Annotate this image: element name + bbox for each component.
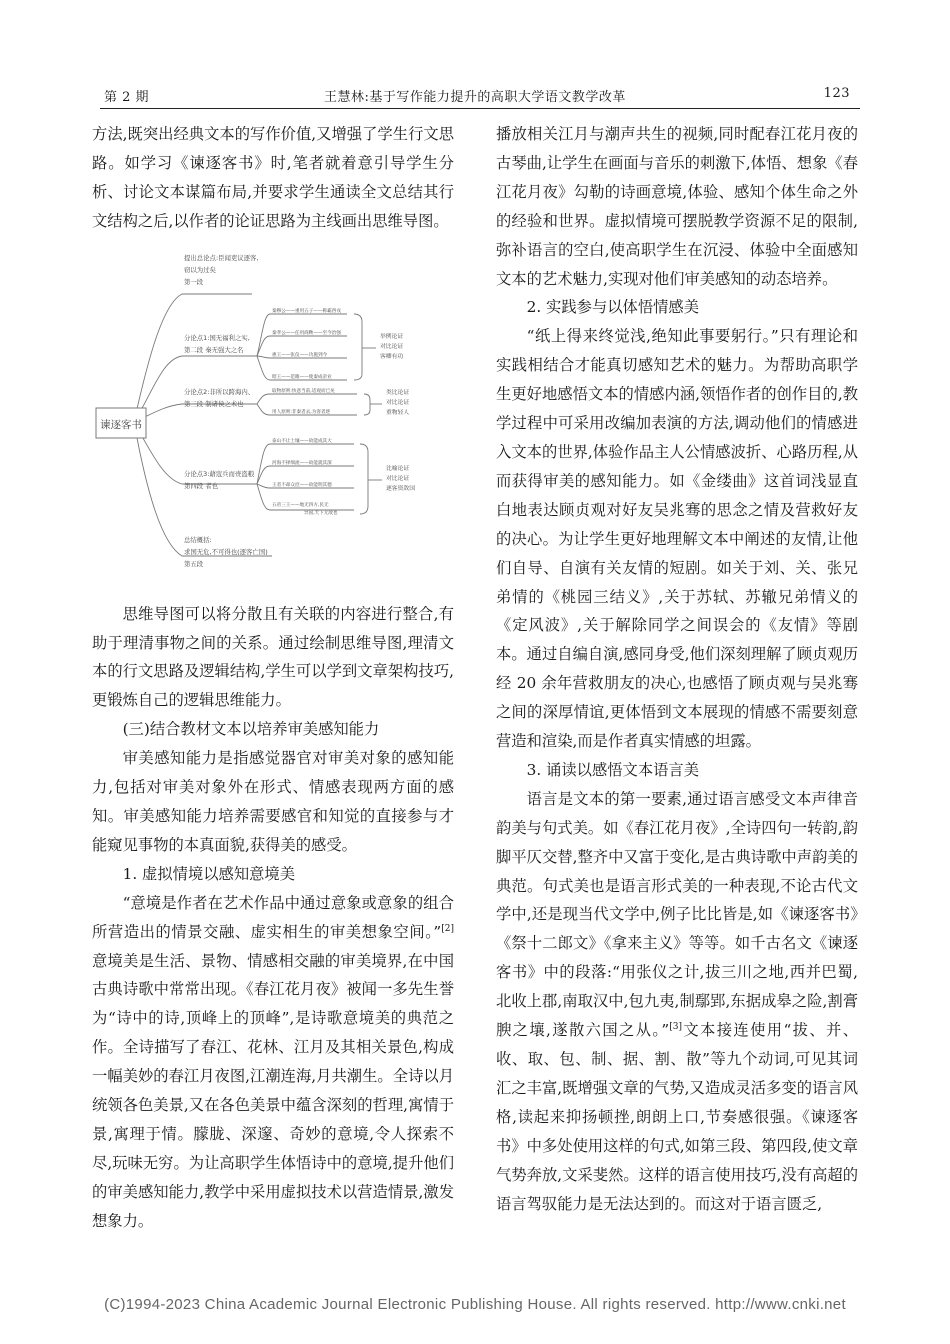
node-2-leaf: 惠王——张仪——功施到今: [272, 352, 328, 358]
node-2-leaf: 昭王——范雎——使秦成帝业: [272, 374, 332, 380]
node-2-line-2: 第二段 秦无强大之名: [184, 345, 244, 354]
node-3-tag: 对比论证: [386, 399, 410, 406]
node-3-tag: 重物轻人: [386, 409, 410, 416]
node-5-line-1: 总结概括:: [184, 535, 212, 544]
node-1-line-2: 窃以为过矣: [184, 265, 216, 274]
mind-map-figure: [92, 244, 454, 598]
node-3-line-2: 第三段 制诸侯之术也: [184, 399, 244, 408]
node-2-tag: 举例论证: [380, 333, 404, 340]
node-4-leaf: 王者不却众庶——故能明其德: [272, 482, 332, 488]
running-title: 王慧林:基于写作能力提升的高职大学语文教学改革: [324, 90, 626, 105]
paragraph: 播放相关江月与潮声共生的视频,同时配春江花月夜的古琴曲,让学生在画面与音乐的刺激下,体悟、想象《春江花月夜》勾勒的诗画意境,体验、感知个体生命之外的经验和世界。虚拟情境可摆脱教学资源不足的限制,弥补语言的空白,使高职学生在沉浸、体验中全面感知文本的艺术魅力,实现对他们审美感知的动态培养。: [496, 125, 858, 288]
node-3-tag: 类比论证: [386, 389, 410, 396]
right-column: [496, 120, 858, 1218]
paragraph: 思维导图可以将分散且有关联的内容进行整合,有助于理清事物之间的关系。通过绘制思维导图,理清文本的行文思路及逻辑结构,学生可以学到文章架构技巧,更锻炼自己的逻辑思维能力。: [92, 604, 454, 710]
node-3-leaf: 用人原则:非秦者去,为客者逐: [272, 409, 331, 415]
copyright-footer: (C)1994-2023 China Academic Journal Electronic Publishing House. All rights reserved. http://www.cnki.net: [104, 1296, 846, 1313]
paragraph: 审美感知能力是指感觉器官对审美对象的感知能力,包括对审美对象外在形式、情感表现两方面的感知。审美感知能力培养需要感官和知觉的直接参与才能窥见事物的本真面貌,获得美的感受。: [92, 749, 454, 854]
node-4-leaf: 五帝三王——地无四方,民无: [272, 502, 329, 508]
paragraph-text: 文本接连使用“拔、并、收、取、包、制、据、割、散”等九个动词,可见其词汇之丰富,既增强文章的气势,又造成灵活多变的语言风格,读起来抑扬顿挫,朗朗上口,节奏感很强。《谏逐客书》中多处使用这样的句式,如第三段、第四段,使文章气势奔放,文采斐然。这样的语言使用技巧,没有高超的语言驾驭能力是无法达到的。而这对于语言匮乏,: [496, 1021, 858, 1213]
node-5-line-3: 第五段: [184, 559, 204, 568]
issue-number: 第 2 期: [104, 90, 150, 105]
paragraph: [496, 785, 858, 1219]
subsection-heading: 3. 诵读以感悟文本语言美: [526, 760, 700, 779]
node-2-line-1: 分论点1:国无福利之实,: [184, 333, 250, 342]
section-heading: (三)结合教材文本以培养审美感知能力: [122, 720, 380, 739]
paragraph: 方法,既突出经典文本的写作价值,又增强了学生行文思路。如学习《谏逐客书》时,笔者就着意引导学生分析、讨论文本谋篇布局,并要求学生通读全文总结其行文结构之后,以作者的论证思路为主线画出思维导图。: [92, 125, 454, 230]
citation: [2]: [441, 923, 454, 934]
node-2-leaf: 秦孝公——任用商鞅——至今治强: [272, 330, 341, 336]
node-2-tag: 对比论证: [380, 343, 404, 350]
node-3-line-1: 分论点2:非所以跨海内、: [184, 387, 255, 396]
node-4-tag: 对比论证: [386, 475, 410, 482]
node-4-tag: 比喻论证: [386, 465, 410, 472]
page-number: 123: [823, 86, 850, 101]
paragraph-text: 意境美是生活、景物、情感相交融的审美境界,在中国古典诗歌中常常出现。《春江花月夜》被闻一多先生誉为“诗中的诗,顶峰上的顶峰”,是诗歌意境美的典范之作。全诗描写了春江、花林、江月及其相关景色,构成一幅美妙的春江月夜图,江潮连海,月共潮生。全诗以月统领各色美景,又在各色美景中蕴含深刻的哲理,寓情于景,寓理于情。朦胧、深邃、奇妙的意境,令人探索不尽,玩味无穷。为让高职学生体悟诗中的意境,提升他们的审美感知能力,教学中采用虚拟技术以营造情景,激发想象力。: [92, 951, 454, 1230]
node-4-tag: 逐客资敌国: [386, 485, 415, 492]
paragraph: “纸上得来终觉浅,绝知此事要躬行。”只有理论和实践相结合才能真切感知艺术的魅力。为帮助高职学生更好地感悟文本的情感内涵,领悟作者的创作目的,教学过程中可采用改编加表演的方法,调动他们的情感进入文本的世界,体验作品主人公情感波折、心路历程,从而获得审美的感知能力。如《金缕曲》这首词浅显直白地表达顾贞观对好友吴兆骞的思念之情及营救好友的决心。为让学生更好地理解文本中阐述的友情,让他们自导、自演有关友情的短剧。如关于刘、关、张兄弟情的《桃园三结义》,关于苏轼、苏辙兄弟情义的《定风波》,关于解除同学之间误会的《友情》等剧本。通过自编自演,感同身受,他们深刻理解了顾贞观历经 20 余年营救朋友的决心,也感悟了顾贞观与吴兆骞之间的深厚情谊,更体悟到文本展现的情感不需要刻意营造和渲染,而是作者真实情感的坦露。: [496, 327, 858, 751]
paragraph-text: 语言是文本的第一要素,通过语言感受文本声律音韵美与句式美。如《春江花月夜》,全诗四句一转韵,韵脚平仄交替,整齐中又富于变化,是古典诗歌中声韵美的典范。句式美也是语言形式美的一种表现,不论古代文学中,还是现当代文学中,例子比比皆是,如《谏逐客书》《祭十二郎文》《拿来主义》等等。如千古名文《谏逐客书》中的段落:“用张仪之计,拔三川之地,西并巴蜀,北收上郡,南取汉中,包九夷,制鄢郢,东据成皋之险,割膏腴之壤,遂散六国之从。”: [496, 789, 858, 1040]
paragraph: [92, 889, 454, 1236]
citation: [3]: [669, 1022, 682, 1032]
node-3-leaf: 取物原则:快意当前,适观而已矣: [272, 388, 335, 394]
node-5-line-2: 求国无危,不可得也(逐客亡国): [184, 547, 268, 556]
node-4-leaf: 泰山不让土壤——故能成其大: [272, 438, 332, 444]
node-4-leaf: 河海不择细流——故能就其深: [272, 460, 332, 466]
node-1-line-1: 提出总论点:臣闻吏议逐客,: [184, 253, 259, 262]
quote-text: “意境是作者在艺术作品中通过意象或意象的组合所营造出的情景交融、虚实相生的审美想象空间。”: [92, 893, 454, 941]
header-rule: [100, 108, 860, 109]
left-column: [92, 120, 454, 1236]
node-2-leaf: 秦穆公——重用五子——称霸西戎: [272, 308, 341, 314]
node-4-leaf: 异国,天下无敌也: [304, 510, 338, 516]
node-2-tag: 客卿有功: [380, 353, 404, 360]
root-node-label: 谏逐客书: [100, 418, 142, 431]
node-4-line-1: 分论点3:藉寇兵而赍盗粮: [184, 469, 255, 478]
node-1-line-3: 第一段: [184, 277, 204, 286]
subsection-heading: 2. 实践参与以体悟情感美: [526, 298, 700, 317]
subsection-heading: 1. 虚拟情境以感知意境美: [122, 864, 296, 883]
node-4-line-2: 第四段 者也: [184, 481, 218, 490]
